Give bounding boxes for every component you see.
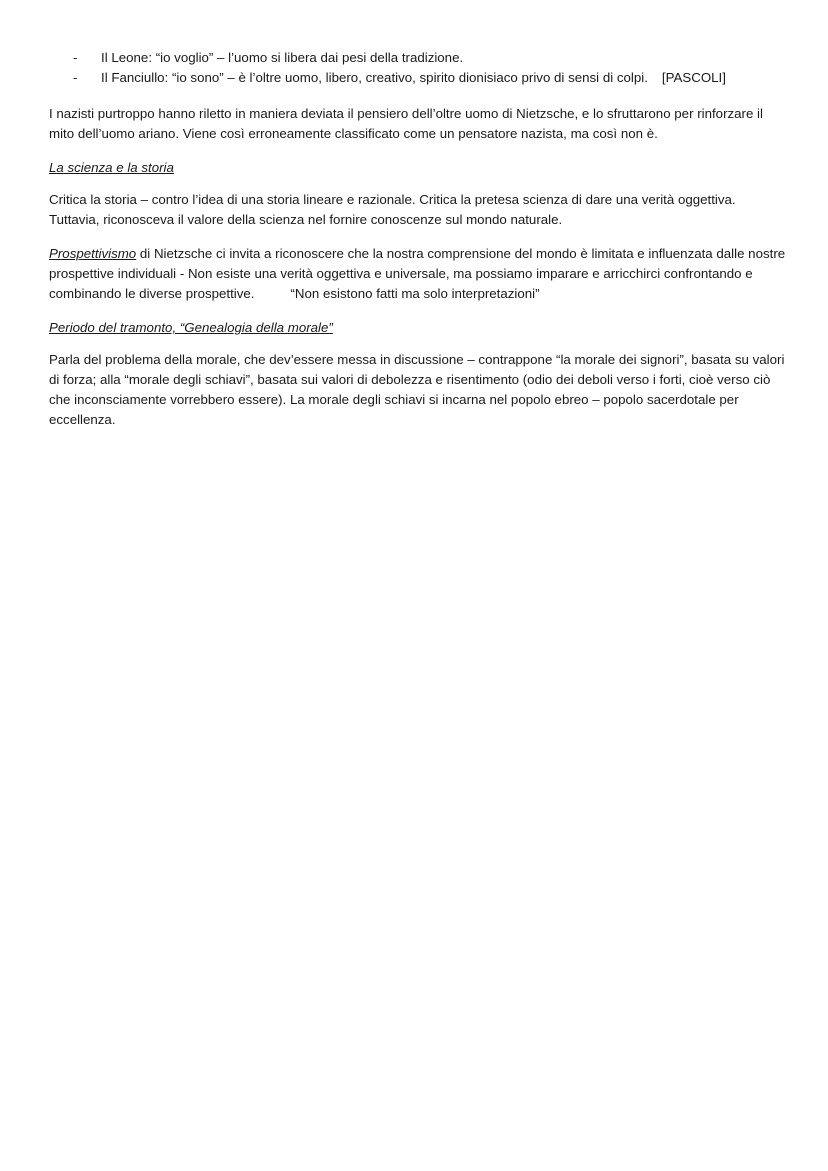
list-item-text: Il Fanciullo: “io sono” – è l’oltre uomo, libero, creativo, spirito dionisiaco privo di sensi di colpi. (101, 70, 648, 85)
prospettivismo-term: Prospettivismo (49, 246, 137, 261)
nazisti-paragraph: I nazisti purtroppo hanno riletto in maniera deviata il pensiero dell’oltre uomo di Nietzsche, e lo sfruttarono per rinforzare il mito dell’uomo ariano. Viene così erroneamente classificato come un pensatore nazista, ma così non è. (49, 106, 763, 141)
prospettivismo-text: di Nietzsche ci invita a riconoscere che la nostra comprensione del mondo è limitata e influenzata dalle nostre prospettive individuali - Non esiste una verità oggettiva e universale, ma possiamo imparare e arricchirci confrontando e combinando le diverse prospettive. (49, 246, 786, 301)
list-item-fanciullo (49, 68, 789, 88)
section-heading-tramonto: Periodo del tramonto, “Genealogia della morale” (49, 320, 333, 335)
pascoli-tag: [PASCOLI] (661, 70, 726, 85)
list-item-leone (49, 48, 789, 68)
prospettivismo-paragraph (49, 244, 789, 304)
nietzsche-quote: “Non esistono fatti ma solo interpretazioni” (290, 286, 540, 301)
dash-list (49, 48, 789, 88)
dash-bullet: - (73, 50, 78, 65)
document-page (49, 48, 789, 444)
tramonto-paragraph: Parla del problema della morale, che dev’essere messa in discussione – contrappone “la morale dei signori”, basata su valori di forza; alla “morale degli schiavi”, basata sui valori di debolezza e risentimento (odio dei deboli verso i forti, cioè verso ciò che inconsciamente vorrebbero essere). La morale degli schiavi si incarna nel popolo ebreo – popolo sacerdotale per eccellenza. (49, 352, 785, 427)
list-item-text: Il Leone: “io voglio” – l’uomo si libera dai pesi della tradizione. (101, 50, 464, 65)
dash-bullet: - (73, 70, 78, 85)
scienza-paragraph: Critica la storia – contro l’idea di una storia lineare e razionale. Critica la pretesa scienza di dare una verità oggettiva. Tuttavia, riconosceva il valore della scienza nel fornire conoscenze sul mondo naturale. (49, 192, 736, 227)
section-heading-scienza: La scienza e la storia (49, 160, 174, 175)
